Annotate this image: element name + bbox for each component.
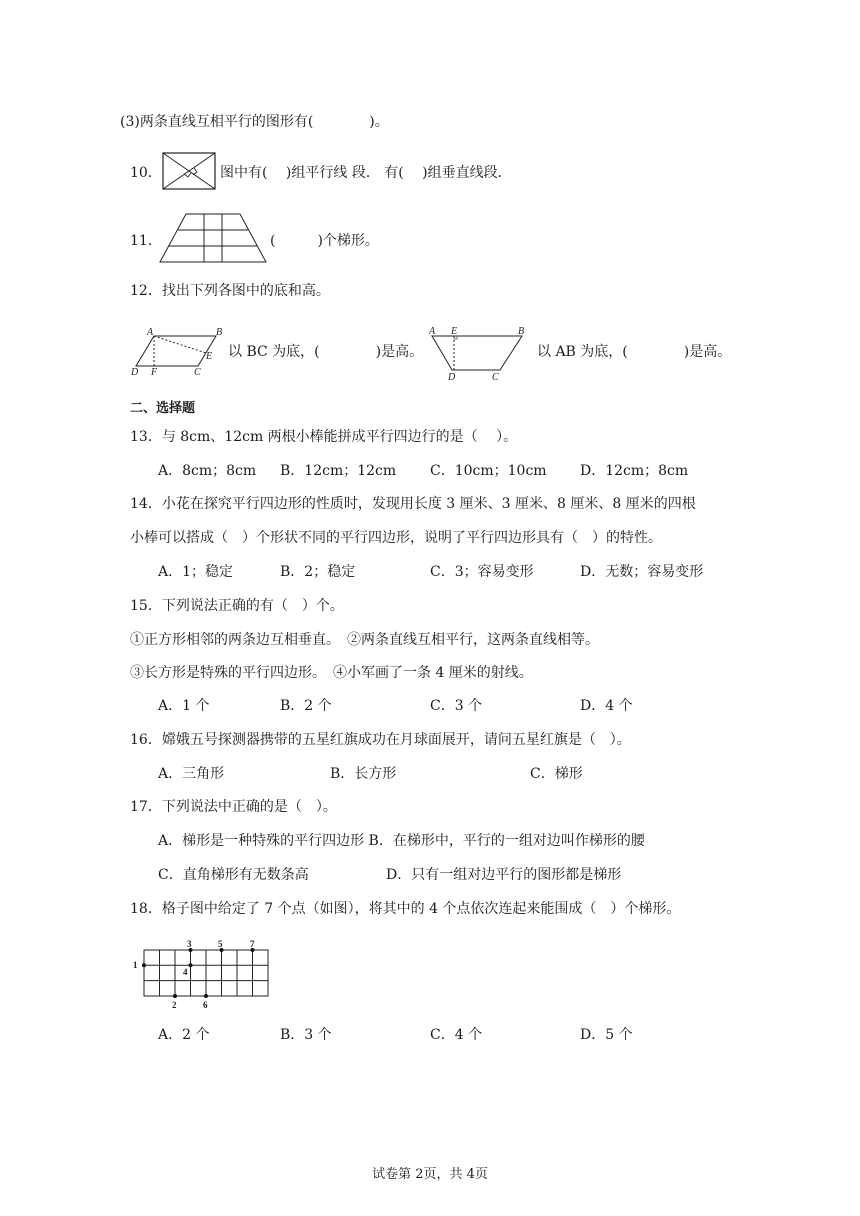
- q10-number: 10．: [130, 165, 162, 181]
- q17-options-ab: A．梯形是一种特殊的平行四边形 B．在梯形中，平行的一组对边叫作梯形的腰: [158, 833, 645, 849]
- q18-option-a: A．2 个: [158, 1027, 210, 1043]
- q16-stem: 16．嫦娥五号探测器携带的五星红旗成功在月球面展开，请问五星红旗是（ ）。: [130, 732, 631, 748]
- q12-stem: 12．找出下列各图中的底和高。: [130, 283, 330, 299]
- q15-option-b: B．2 个: [280, 698, 332, 714]
- q12-trapezoid-figure: [428, 322, 528, 382]
- q11-text: ( )个梯形。: [270, 233, 379, 249]
- q13-option-b: B．12cm；12cm: [280, 463, 397, 479]
- q18-stem: 18．格子图中给定了 7 个点（如图），将其中的 4 个点依次连起来能围成（ ）个梯形。: [130, 901, 681, 917]
- q14-stem-line2: 小棒可以搭成（ ）个形状不同的平行四边形，说明了平行四边形具有（ ）的特性。: [130, 530, 662, 546]
- grid-point-3: 3: [187, 939, 192, 949]
- fig2-label-a: A: [429, 326, 436, 337]
- q18-option-d: D．5 个: [580, 1027, 633, 1043]
- fig1-label-e: E: [206, 351, 213, 362]
- q15-statements-2: ③长方形是特殊的平行四边形。 ④小军画了一条 4 厘米的射线。: [130, 665, 533, 681]
- q17-option-c: C．直角梯形有无数条高: [158, 867, 309, 883]
- q17-stem: 17．下列说法中正确的是（ ）。: [130, 799, 337, 815]
- q17-option-d: D．只有一组对边平行的图形都是梯形: [386, 867, 622, 883]
- q15-stem: 15．下列说法正确的有（ ）个。: [130, 598, 344, 614]
- grid-point-6: 6: [203, 1000, 208, 1010]
- q12-parallelogram-figure: [130, 326, 226, 378]
- q11-trapezoid-figure: [158, 212, 268, 264]
- q16-option-c: C．梯形: [530, 766, 583, 782]
- q15-option-c: C．3 个: [430, 698, 483, 714]
- fig2-label-b: B: [518, 326, 525, 337]
- q10-text: 图中有( )组平行线 段． 有( )组垂直线段．: [220, 165, 512, 181]
- fig2-label-c: C: [492, 372, 499, 383]
- q14-option-a: A．1；稳定: [158, 564, 234, 580]
- q15-option-a: A．1 个: [158, 698, 210, 714]
- grid-point-7: 7: [250, 939, 255, 949]
- q18-option-c: C．4 个: [430, 1027, 483, 1043]
- section-heading: 二、选择题: [130, 401, 196, 416]
- q13-option-d: D．12cm；8cm: [580, 463, 689, 479]
- fig1-label-a: A: [147, 327, 154, 338]
- q14-option-d: D．无数；容易变形: [580, 564, 704, 580]
- q13-option-a: A．8cm；8cm: [158, 463, 257, 479]
- q16-option-b: B．长方形: [330, 766, 397, 782]
- fig2-label-d: D: [448, 372, 456, 383]
- q14-stem-line1: 14．小花在探究平行四边形的性质时，发现用长度 3 厘米、3 厘米、8 厘米、8 厘米的四根: [130, 496, 696, 512]
- fig2-label-e: E: [451, 326, 458, 337]
- q13-stem: 13．与 8cm、12cm 两根小棒能拼成平行四边行的是（ ）。: [130, 429, 518, 445]
- q13-option-c: C．10cm；10cm: [430, 463, 547, 479]
- q15-statements-1: ①正方形相邻的两条边互相垂直。 ②两条直线互相平行，这两条直线相等。: [130, 632, 599, 648]
- q10-rectangle-figure: [162, 152, 216, 190]
- grid-point-2: 2: [172, 1000, 177, 1010]
- q14-option-b: B．2；稳定: [280, 564, 356, 580]
- fig1-label-d: D: [131, 367, 139, 378]
- q14-option-c: C．3；容易变形: [430, 564, 534, 580]
- grid-point-5: 5: [218, 939, 223, 949]
- grid-point-1: 1: [133, 960, 138, 970]
- q18-option-b: B．3 个: [280, 1027, 332, 1043]
- q16-option-a: A．三角形: [158, 766, 225, 782]
- grid-point-4: 4: [183, 967, 188, 977]
- q12-part1-text: 以 BC 为底，( )是高。: [228, 344, 424, 360]
- fig1-label-c: C: [194, 367, 201, 378]
- q18-grid-figure: [130, 936, 270, 1012]
- page-footer: 试卷第 2页，共 4页: [372, 1167, 488, 1182]
- fig1-label-b: B: [216, 327, 223, 338]
- q15-option-d: D．4 个: [580, 698, 633, 714]
- q9-part3-text: (3)两条直线互相平行的图形有( )。: [120, 114, 389, 130]
- q12-part2-text: 以 AB 为底，( )是高。: [537, 344, 732, 360]
- q11-number: 11．: [130, 233, 162, 249]
- fig1-label-f: F: [151, 367, 158, 378]
